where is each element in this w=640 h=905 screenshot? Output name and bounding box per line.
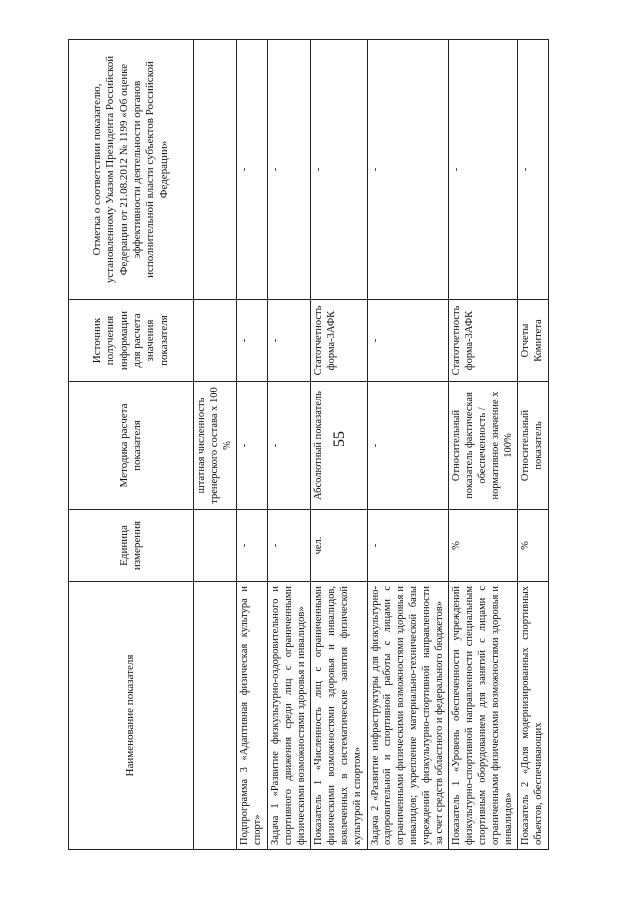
cell-source: - xyxy=(237,300,268,382)
cell-name: Задача 2 «Развитие инфраструктуры для физкультурно-оздоровительной и спортивной работы с лицами с ограниченными физическими возможностями здоровья и инвалидов; укрепление материально-технической базы учреждений физкультурно-спортивной направленности за счет средств областного и федерального бюджетов» xyxy=(367,582,449,850)
cell-mark: - xyxy=(311,40,367,300)
cell-mark xyxy=(194,40,237,300)
cell-method: Абсолютный показатель xyxy=(311,382,367,510)
cell-unit: чел. xyxy=(311,510,367,582)
cell-method: Относительный показатель xyxy=(518,382,549,510)
cell-mark: - xyxy=(367,40,449,300)
cell-method: - xyxy=(267,382,310,510)
cell-unit: - xyxy=(367,510,449,582)
table-row xyxy=(518,40,549,850)
header-name: Наименование показателя xyxy=(69,582,194,850)
cell-name: Задача 1 «Развитие физкультурно-оздоровительного и спортивного движения среди лиц с ограниченными физическими возможностями здоровья и инвалидов» xyxy=(267,582,310,850)
cell-method: штатная численность тренерского состава х 100 % xyxy=(194,382,237,510)
page-number: 55 xyxy=(331,431,348,447)
cell-unit: % xyxy=(518,510,549,582)
table-row xyxy=(237,40,268,850)
header-method: Методика расчета показателя xyxy=(69,382,194,510)
header-unit: Единица измерения xyxy=(69,510,194,582)
table-row xyxy=(311,40,367,850)
cell-source: Статотчетность форма-3АФК xyxy=(311,300,367,382)
cell-method: - xyxy=(237,382,268,510)
cell-mark: - xyxy=(267,40,310,300)
indicators-table xyxy=(68,39,549,850)
table-header-row xyxy=(69,40,194,850)
cell-source: Отчеты Комитета xyxy=(518,300,549,382)
table-row xyxy=(194,40,237,850)
cell-name: Показатель 1 «Численность лиц с ограниченными физическими возможностями здоровья и инвалидов, вовлеченных в систематические занятия физической культурой и спортом» xyxy=(311,582,367,850)
cell-unit: % xyxy=(449,510,518,582)
cell-name xyxy=(194,582,237,850)
cell-method: - xyxy=(367,382,449,510)
table-row xyxy=(449,40,518,850)
cell-source xyxy=(194,300,237,382)
cell-source: Статотчетность форма-3АФК xyxy=(449,300,518,382)
cell-unit: - xyxy=(237,510,268,582)
rotated-table-wrapper xyxy=(68,40,549,850)
cell-source: - xyxy=(267,300,310,382)
cell-name: Показатель 1 «Уровень обеспеченности учреждений физкультурно-спортивной направленности специальным спортивным оборудованием для занятий с лицами с ограниченными физическими возможностями здоровья и инвалидов» xyxy=(449,582,518,850)
cell-source: - xyxy=(367,300,449,382)
cell-name: Подпрограмма 3 «Адаптивная физическая культура и спорт» xyxy=(237,582,268,850)
cell-unit xyxy=(194,510,237,582)
cell-mark: - xyxy=(518,40,549,300)
cell-name: Показатель 2 «Доля модернизированных спортивных объектов, обеспечивающих xyxy=(518,582,549,850)
header-mark: Отметка о соответствии показателю, установленному Указом Президента Российской Федерации от 21.08.2012 № 1199 «Об оценке эффективности деятельности органов исполнительной власти субъектов Российской Федерации» xyxy=(69,40,194,300)
cell-mark: - xyxy=(449,40,518,300)
cell-mark: - xyxy=(237,40,268,300)
table-row xyxy=(267,40,310,850)
cell-method: Относительный показатель фактическая обеспеченность / нормативное значение х 100% xyxy=(449,382,518,510)
table-row xyxy=(367,40,449,850)
cell-unit: - xyxy=(267,510,310,582)
header-source: Источник получения информации для расчета значения показателя xyxy=(69,300,194,382)
